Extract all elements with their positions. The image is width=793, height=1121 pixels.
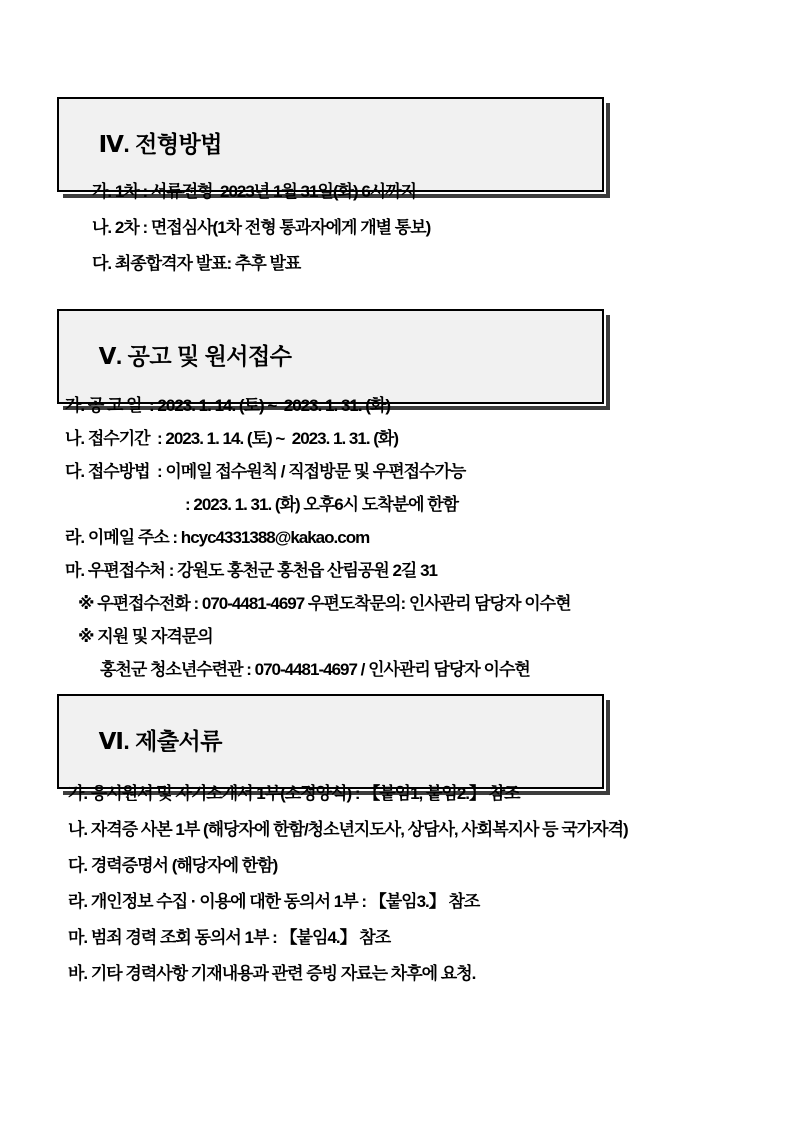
section-body-submission-documents <box>68 776 628 992</box>
doc-note-line: ※ 우편접수전화 : 070-4481-4697 우편도착문의: 인사관리 담당자 이수현 <box>78 594 571 613</box>
doc-line: 라. 이메일 주소 : hcyc4331388@kakao.com <box>65 528 370 547</box>
doc-line: 다. 최종합격자 발표: 추후 발표 <box>92 254 301 273</box>
doc-line: 나. 2차 : 면접심사(1차 전형 통과자에게 개별 통보) <box>92 218 431 237</box>
doc-line: 가. 1차 : 서류전형 2023년 1월 31일(화) 6시까지 <box>92 182 417 201</box>
section-title: Ⅳ. 전형방법 <box>98 131 222 157</box>
doc-line: 가. 공 고 일 : 2023. 1. 14. (토) ~ 2023. 1. 31. (화) <box>65 396 391 415</box>
doc-subline: 홍천군 청소년수련관 : 070-4481-4697 / 인사관리 담당자 이수현 <box>100 660 530 679</box>
section-body-announcement-application <box>65 389 571 686</box>
doc-note-line: ※ 지원 및 자격문의 <box>78 627 213 646</box>
doc-line: 다. 접수방법 : 이메일 접수원칙 / 직접방문 및 우편접수가능 <box>65 462 466 481</box>
doc-line: 라. 개인정보 수집 · 이용에 대한 동의서 1부 : 【붙임3.】 참조 <box>68 892 480 911</box>
doc-line: 나. 접수기간 : 2023. 1. 14. (토) ~ 2023. 1. 31. (화) <box>65 429 399 448</box>
section-title: Ⅵ. 제출서류 <box>98 728 222 754</box>
section-header-submission-documents <box>57 694 604 789</box>
doc-line: 다. 경력증명서 (해당자에 한함) <box>68 856 278 875</box>
section-title: Ⅴ. 공고 및 원서접수 <box>98 343 292 369</box>
doc-line: 마. 우편접수처 : 강원도 홍천군 홍천읍 산림공원 2길 31 <box>65 561 437 580</box>
doc-line: 가. 응시원서 및 자기소개서 1부(소정양식) : 【붙임1, 붙임2.】 참조 <box>68 784 520 803</box>
doc-line: 나. 자격증 사본 1부 (해당자에 한함/청소년지도사, 상담사, 사회복지사 등 국가자격) <box>68 820 628 839</box>
doc-line-continuation: : 2023. 1. 31. (화) 오후6시 도착분에 한함 <box>185 495 459 514</box>
section-body-selection-method <box>92 174 430 282</box>
doc-line: 바. 기타 경력사항 기재내용과 관련 증빙 자료는 차후에 요청. <box>68 964 476 983</box>
doc-line: 마. 범죄 경력 조회 동의서 1부 : 【붙임4.】 참조 <box>68 928 391 947</box>
